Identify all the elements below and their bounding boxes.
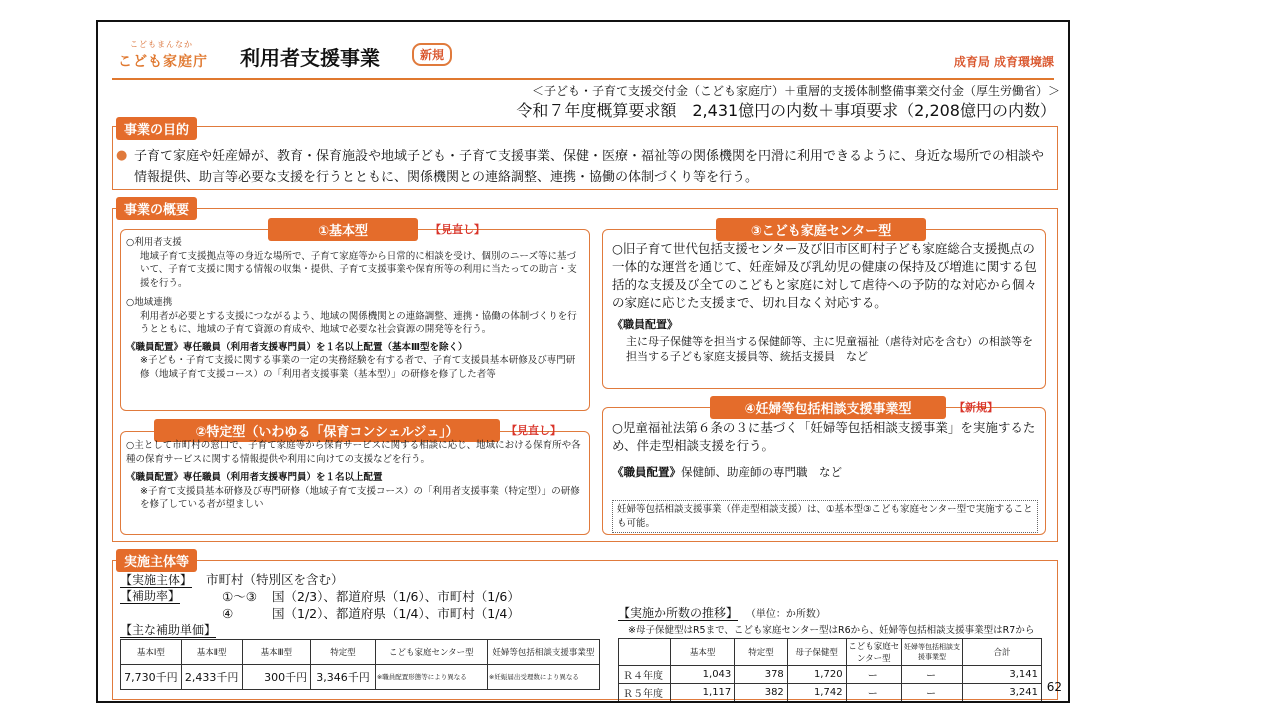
specific-type-title: ②特定型（いわゆる「保育コンシェルジュ」） (154, 419, 500, 442)
table-header: 妊婦等包括相談支援事業型 (902, 639, 963, 666)
purpose-label: 事業の目的 (116, 117, 197, 140)
pregnant-staff-label: 《職員配置》 (612, 465, 681, 479)
pregnant-type-tag: 【新規】 (954, 401, 998, 414)
table-cell: 3,241 (962, 684, 1041, 702)
basic-note: ※子ども・子育て支援に関する事業の一定の実務経験を有する者で、子育て支援員基本研修及び専門研修（地域子育て支援コース）の「利用者支援事業（基本型）」の研修を修了した者等 (140, 355, 576, 380)
entity-value: 市町村（特別区を含む） (206, 572, 344, 587)
subsidy-row-1 (222, 587, 520, 605)
basic-type-content (126, 236, 582, 381)
table-cell: 1,742 (787, 684, 846, 702)
table-cell: ※妊娠届出受理数により異なる (487, 665, 599, 690)
basic-heading-2: ○地域連携 (126, 297, 173, 308)
basic-text-1: 地域子育て支援拠点等の身近な場所で、子育て家庭等から日常的に相談を受け、個別のニーズ等に基づいて、子育て支援に関する情報の収集・提供、子育て支援事業や保育所等の利用に当たっての助言・支援を行う。 (140, 250, 577, 289)
table-header: 母子保健型 (787, 639, 846, 666)
specific-type-tag: 【見直し】 (506, 424, 561, 437)
agency-logo: こども家庭庁 (118, 54, 208, 70)
subsidy-value: 国（2/3）、都道府県（1/6）、市町村（1/6） (272, 589, 520, 604)
unit-price-table (120, 639, 600, 690)
pregnant-type-title: ④妊婦等包括相談支援事業型 (710, 396, 946, 419)
table-cell: 3,141 (962, 666, 1041, 684)
table-cell: Ｒ５年度 (619, 684, 671, 702)
pregnant-staff-line (612, 463, 1040, 481)
basic-text-2: 利用者が必要とする支援につながるよう、地域の関係機関との連絡調整、連携・協働の体制づくりを行うとともに、地域の子育て資源の育成や、地域で必要な社会資源の開発等を行う。 (140, 310, 577, 335)
table-cell: ー (902, 666, 963, 684)
subsidy-key: ④ (222, 606, 234, 621)
overview-label: 事業の概要 (116, 197, 197, 220)
center-staff: 主に母子保健等を担当する保健師等、主に児童福祉（虐待対応を含む）の相談等を担当する子ども家庭支援員等、統括支援員 など (626, 335, 1033, 363)
center-text: ○旧子育て世代包括支援センター及び旧市区町村子ども家庭総合支援拠点の一体的な運営を通じて、妊産婦及び乳幼児の健康の保持及び増進に関する包括的な支援及び全てのこどもと家庭に対して虐待への予防的な対応から個々の家庭に応じた支援まで、切れ目なく対応する。 (612, 241, 1038, 310)
table-header: 合計 (962, 639, 1041, 666)
table-row (619, 684, 1042, 702)
trend-table (618, 638, 1042, 702)
table-header (619, 639, 671, 666)
table-row (121, 640, 600, 665)
table-cell: 2,433千円 (181, 665, 242, 690)
implementation-label: 実施主体等 (116, 549, 197, 572)
pregnant-staff: 保健師、助産師の専門職 など (681, 465, 842, 479)
specific-text: ○主として市町村の窓口で、子育て家庭等から保育サービスに関する相談に応じ、地域における保育所や各種の保育サービスに関する情報提供や利用に向けての支援などを行う。 (126, 440, 581, 465)
center-type-content (612, 240, 1040, 364)
center-type-title: ③こども家庭センター型 (716, 218, 926, 241)
pregnant-text: ○児童福祉法第６条の３に基づく「妊婦等包括相談支援事業」を実施するため、伴走型相談支援を行う。 (612, 420, 1036, 453)
table-cell: 3,346千円 (311, 665, 376, 690)
table-row (121, 665, 600, 690)
table-cell: 1,043 (671, 666, 735, 684)
table-cell: 378 (735, 666, 788, 684)
table-header: 妊婦等包括相談支援事業型 (487, 640, 599, 665)
table-header: 基本型 (671, 639, 735, 666)
unit-price-label: 【主な補助単価】 (120, 623, 217, 637)
table-header: 特定型 (735, 639, 788, 666)
table-row (619, 639, 1042, 666)
basic-type-title: ①基本型 (268, 218, 418, 241)
specific-note: ※子育て支援員基本研修及び専門研修（地域子育て支援コース）の「利用者支援事業（特定型）」の研修を修了している者が望ましい (140, 485, 580, 510)
table-cell: 1,117 (671, 684, 735, 702)
specific-staff: 《職員配置》専任職員（利用者支援専門員）を１名以上配置 (126, 472, 383, 483)
table-cell: 382 (735, 684, 788, 702)
trend-note: ※母子保健型はR5まで、こども家庭センター型はR6から、妊婦等包括相談支援事業型はR7から (628, 625, 1035, 636)
budget-amount: 令和７年度概算要求額 2,431億円の内数＋事項要求（2,208億円の内数） (516, 101, 1056, 120)
slide (96, 20, 1070, 703)
table-cell: 1,720 (787, 666, 846, 684)
purpose-text: 子育て家庭や妊産婦が、教育・保育施設や地域子ども・子育て支援事業、保健・医療・福祉等の関係機関を円滑に利用できるように、身近な場所での相談や情報提供、助言等必要な支援を行うとともに、関係機関との連絡調整、連携・協働の体制づくり等を行う。 (134, 149, 1045, 185)
budget-source: ＜子ども・子育て支援交付金（こども家庭庁）＋重層的支援体制整備事業交付金（厚生労働省）＞ (531, 84, 1060, 98)
trend-label: 【実施か所数の推移】 (618, 606, 739, 620)
bullet-icon: ● (116, 148, 128, 163)
basic-type-tag: 【見直し】 (430, 223, 485, 236)
pregnant-note: 妊婦等包括相談支援事業（伴走型相談支援）は、①基本型③こども家庭センター型で実施することも可能。 (612, 500, 1038, 533)
table-cell: 7,730千円 (121, 665, 182, 690)
table-header: 基本Ⅱ型 (181, 640, 242, 665)
table-row (619, 666, 1042, 684)
basic-heading-1: ○利用者支援 (126, 237, 182, 248)
header-divider (112, 78, 1054, 80)
table-cell: ー (902, 684, 963, 702)
subsidy-key: ①～③ (222, 589, 257, 604)
table-header: 基本Ⅰ型 (121, 640, 182, 665)
table-cell: ー (846, 666, 901, 684)
department-label: 成育局 成育環境課 (953, 55, 1054, 69)
basic-staff: 《職員配置》専任職員（利用者支援専門員）を１名以上配置（基本Ⅲ型を除く） (126, 341, 468, 353)
specific-type-content (126, 439, 582, 512)
entity-row (120, 570, 344, 588)
page-number: 62 (1046, 680, 1062, 694)
page-title: 利用者支援事業 (240, 46, 380, 70)
center-staff-label: 《職員配置》 (612, 318, 678, 331)
entity-label: 【実施主体】 (120, 573, 193, 587)
table-cell: ※職員配置形態等により異なる (375, 665, 487, 690)
trend-heading (618, 604, 826, 621)
logo-tagline: こどもまんなか (130, 40, 193, 49)
table-cell: ー (846, 684, 901, 702)
table-cell: 300千円 (242, 665, 311, 690)
table-cell: Ｒ４年度 (619, 666, 671, 684)
table-header: 基本Ⅲ型 (242, 640, 311, 665)
table-header: こども家庭センター型 (846, 639, 901, 666)
new-badge: 新規 (412, 43, 452, 66)
subsidy-value: 国（1/2）、都道府県（1/4）、市町村（1/4） (272, 606, 520, 621)
table-header: こども家庭センター型 (375, 640, 487, 665)
pregnant-type-content (612, 419, 1040, 481)
trend-unit: （単位：か所数） (745, 609, 826, 620)
table-header: 特定型 (311, 640, 376, 665)
subsidy-row-2 (222, 604, 520, 622)
subsidy-label: 【補助率】 (120, 589, 181, 603)
